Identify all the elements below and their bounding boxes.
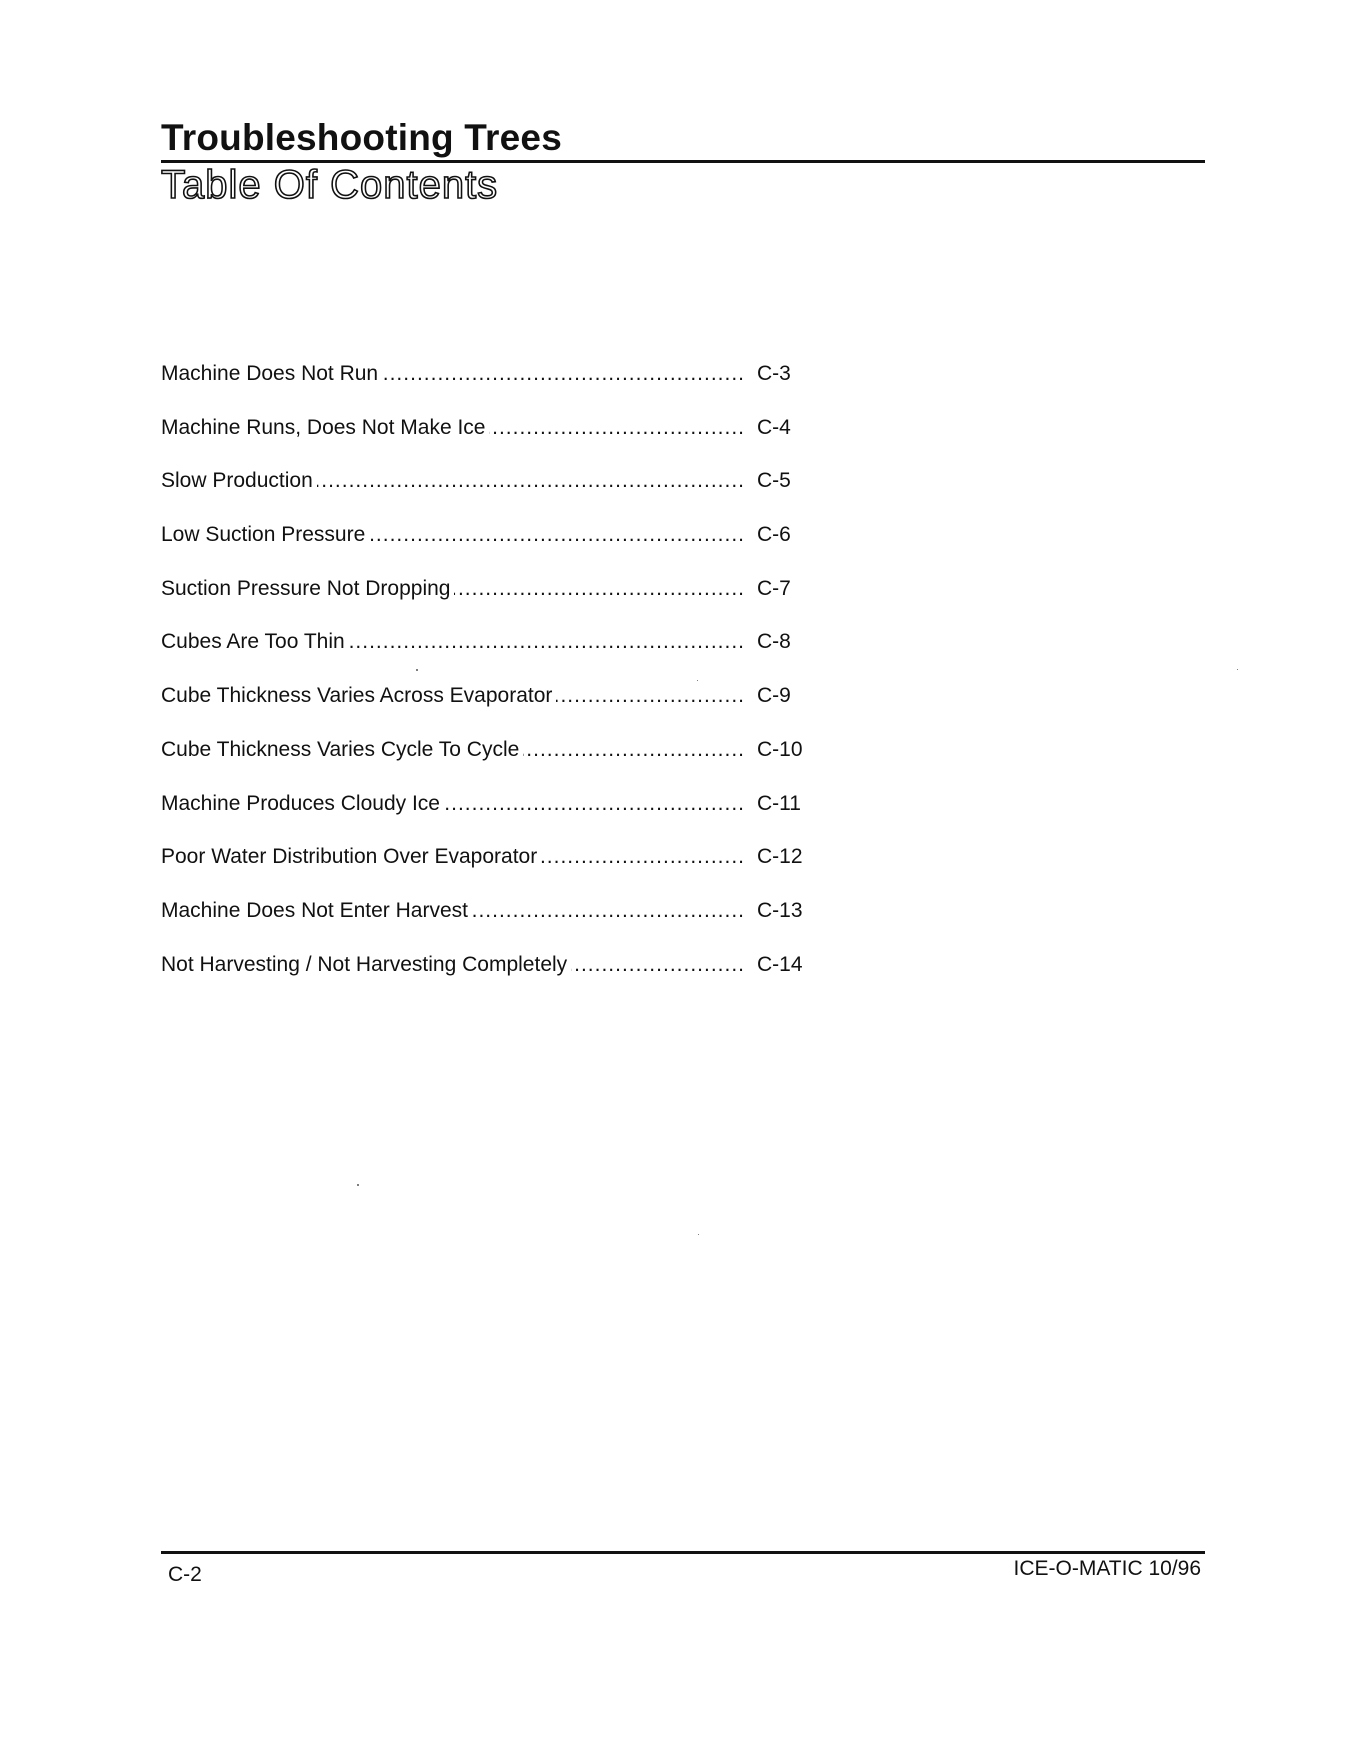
toc-leader-dots (369, 523, 745, 547)
toc-entry-page: C-10 (757, 737, 803, 761)
toc-entry-title: Poor Water Distribution Over Evaporator (161, 845, 538, 869)
toc-entry-page: C-6 (757, 523, 791, 547)
toc-entry-page: C-12 (757, 845, 803, 869)
toc-entry[interactable] (161, 899, 821, 953)
toc-leader-dots (454, 577, 745, 601)
toc-entry[interactable] (161, 362, 821, 416)
toc-leader-dots (541, 845, 745, 869)
toc-entry[interactable] (161, 792, 821, 846)
toc-entry-title: Not Harvesting / Not Harvesting Completely (161, 952, 568, 976)
toc-entry-title: Suction Pressure Not Dropping (161, 576, 451, 600)
publisher-date: ICE-O-MATIC 10/96 (1013, 1557, 1201, 1580)
toc-leader-dots (489, 416, 745, 440)
toc-entry[interactable] (161, 523, 821, 577)
toc-leader-dots (472, 899, 745, 923)
toc-entry-page: C-3 (757, 362, 791, 385)
toc-leader-dots (382, 362, 745, 386)
toc-entry-title: Machine Produces Cloudy Ice (161, 791, 440, 815)
table-of-contents (161, 362, 821, 1006)
toc-entry-page: C-13 (757, 898, 803, 922)
scan-speck (698, 1234, 699, 1235)
footer-rule (161, 1551, 1205, 1554)
toc-entry[interactable] (161, 845, 821, 899)
toc-entry[interactable] (161, 469, 821, 523)
toc-leader-dots (349, 630, 745, 654)
toc-entry[interactable] (161, 684, 821, 738)
scan-speck (1237, 669, 1238, 670)
scan-speck (697, 680, 698, 681)
toc-entry-page: C-14 (757, 952, 803, 976)
page-header (161, 118, 1205, 207)
toc-entry-title: Low Suction Pressure (161, 523, 366, 547)
toc-entry-title: Slow Production (161, 469, 313, 493)
toc-leader-dots (317, 469, 745, 493)
toc-entry-title: Cubes Are Too Thin (161, 630, 345, 654)
toc-entry-title: Cube Thickness Varies Cycle To Cycle (161, 737, 520, 761)
toc-entry-page: C-8 (757, 630, 791, 654)
toc-entry-page: C-5 (757, 469, 791, 493)
toc-entry[interactable] (161, 416, 821, 470)
toc-entry-title: Machine Runs, Does Not Make Ice (161, 415, 486, 439)
section-title: Troubleshooting Trees (161, 118, 1205, 163)
toc-entry[interactable] (161, 577, 821, 631)
toc-entry-page: C-9 (757, 684, 791, 708)
scan-speck (416, 669, 418, 671)
toc-entry[interactable] (161, 953, 821, 1007)
page-number: C-2 (168, 1563, 202, 1586)
toc-leader-dots (444, 792, 745, 816)
toc-leader-dots (556, 684, 745, 708)
toc-entry-page: C-4 (757, 415, 791, 439)
toc-entry[interactable] (161, 738, 821, 792)
toc-entry-page: C-11 (757, 791, 801, 815)
toc-leader-dots (571, 953, 745, 977)
toc-entry-title: Machine Does Not Enter Harvest (161, 898, 468, 922)
scan-speck (357, 1184, 359, 1186)
toc-entry-title: Machine Does Not Run (161, 362, 379, 385)
toc-entry[interactable] (161, 630, 821, 684)
toc-entry-page: C-7 (757, 576, 791, 600)
page-subtitle: Table Of Contents (161, 163, 499, 207)
toc-entry-title: Cube Thickness Varies Across Evaporator (161, 684, 553, 708)
toc-leader-dots (523, 738, 745, 762)
